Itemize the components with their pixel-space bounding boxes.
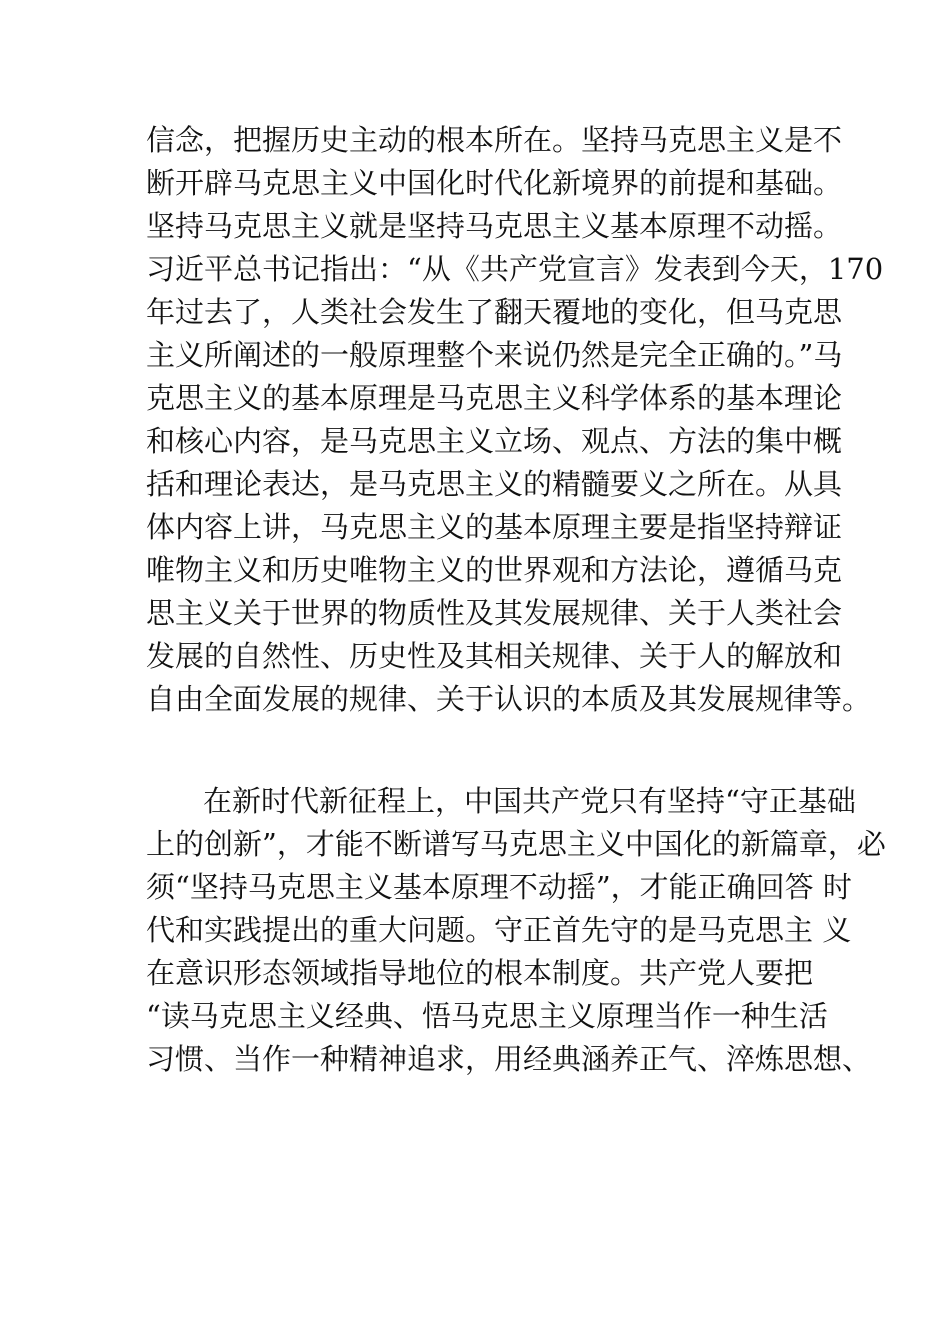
paragraph-line: 须“坚持马克思主义基本原理不动摇”，才能正确回答 时 xyxy=(146,870,852,904)
paragraph-line: 思主义关于世界的物质性及其发展规律、关于人类社会 xyxy=(146,596,843,630)
paragraph-line: 发展的自然性、历史性及其相关规律、关于人的解放和 xyxy=(146,639,843,673)
paragraph-line: 信念，把握历史主动的根本所在。坚持马克思主义是不 xyxy=(146,123,843,157)
paragraph-line: 唯物主义和历史唯物主义的世界观和方法论，遵循马克 xyxy=(146,553,843,587)
paragraph-line: 习近平总书记指出：“从《共产党宣言》发表到今天，170 xyxy=(146,252,884,286)
paragraph-line: 和核心内容，是马克思主义立场、观点、方法的集中概 xyxy=(146,424,843,458)
paragraph-line: 括和理论表达，是马克思主义的精髓要义之所在。从具 xyxy=(146,467,843,501)
paragraph-line: 在新时代新征程上，中国共产党只有坚持“守正基础 xyxy=(203,784,856,818)
paragraph-line: 在意识形态领域指导地位的根本制度。共产党人要把 xyxy=(146,956,814,990)
paragraph-line: 自由全面发展的规律、关于认识的本质及其发展规律等。 xyxy=(146,682,872,716)
paragraph-line: 主义所阐述的一般原理整个来说仍然是完全正确的。”马 xyxy=(146,338,843,372)
paragraph-line: 体内容上讲，马克思主义的基本原理主要是指坚持辩证 xyxy=(146,510,843,544)
paragraph-line: 坚持马克思主义就是坚持马克思主义基本原理不动摇。 xyxy=(146,209,843,243)
paragraph-line: 习惯、当作一种精神追求，用经典涵养正气、淬炼思想、 xyxy=(146,1042,872,1076)
paragraph-line: “读马克思主义经典、悟马克思主义原理当作一种生活 xyxy=(146,999,828,1033)
paragraph-line: 断开辟马克思主义中国化时代化新境界的前提和基础。 xyxy=(146,166,843,200)
paragraph-line: 代和实践提出的重大问题。守正首先守的是马克思主 义 xyxy=(146,913,852,947)
paragraph-line: 克思主义的基本原理是马克思主义科学体系的基本理论 xyxy=(146,381,843,415)
paragraph-line: 年过去了，人类社会发生了翻天覆地的变化，但马克思 xyxy=(146,295,843,329)
paragraph-line: 上的创新”，才能不断谱写马克思主义中国化的新篇章，必 xyxy=(146,827,886,861)
